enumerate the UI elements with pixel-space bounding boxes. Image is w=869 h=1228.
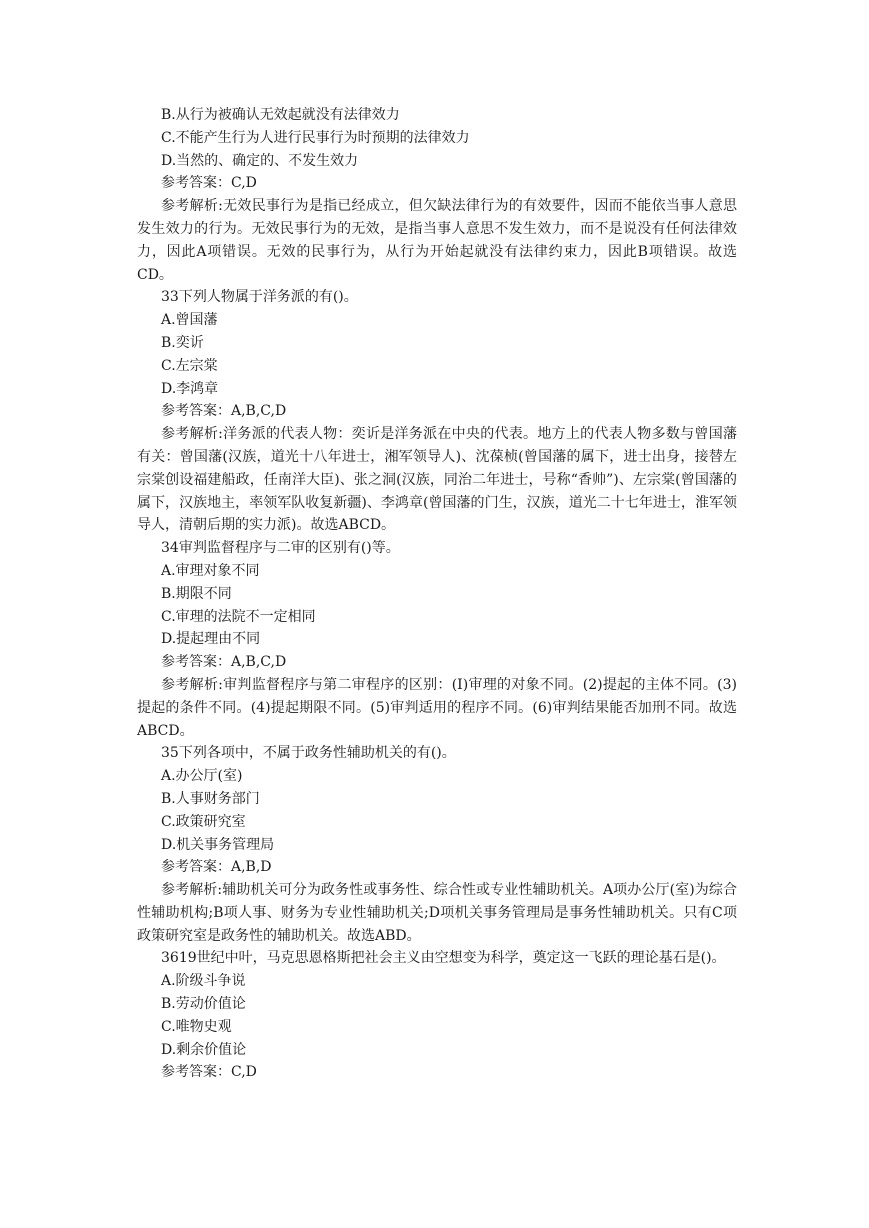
paragraph: 3619世纪中叶，马克思恩格斯把社会主义由空想变为科学，奠定这一飞跃的理论基石是()。: [161, 950, 726, 967]
document-body: [137, 104, 737, 1084]
text-line: 35下列各项中，不属于政务性辅助机关的有()。: [161, 745, 456, 762]
text-line: D.机关事务管理局: [161, 836, 275, 853]
text-line: 参考答案：A,B,C,D: [161, 654, 287, 671]
text-line: 参考答案：C,D: [161, 175, 257, 192]
text-line: D.剩余价值论: [161, 1041, 247, 1058]
text-line: C.左宗棠: [161, 357, 218, 374]
text-line: C.唯物史观: [161, 1018, 232, 1035]
text-line: C.审理的法院不一定相同: [161, 608, 316, 625]
text-line: D.李鸿章: [161, 380, 219, 397]
text-line: D.当然的、确定的、不发生效力: [161, 152, 359, 169]
text-line: 33下列人物属于洋务派的有()。: [161, 289, 358, 306]
text-line: C.不能产生行为人进行民事行为时预期的法律效力: [161, 129, 470, 146]
text-line: 参考答案：A,B,D: [161, 859, 272, 876]
text-line: A.曾国藩: [161, 312, 218, 329]
paragraph: 参考解析:无效民事行为是指已经成立，但欠缺法律行为的有效要件，因而不能依当事人意思发生效力的行为。无效民事行为的无效，是指当事人意思不发生效力，而不是说没有任何法律效力，因此A项错误。无效的民事行为，从行为开始起就没有法律约束力，因此B项错误。故选CD。: [137, 198, 737, 283]
text-line: A.阶级斗争说: [161, 973, 246, 990]
paragraph: 参考解析:审判监督程序与第二审程序的区别：(I)审理的对象不同。(2)提起的主体不同。(3)提起的条件不同。(4)提起期限不同。(5)审判适用的程序不同。(6)审判结果能否加刑不同。故选ABCD。: [137, 676, 737, 739]
paragraph: 参考解析:辅助机关可分为政务性或事务性、综合性或专业性辅助机关。A项办公厅(室)为综合性辅助机构;B项人事、财务为专业性辅助机关;D项机关事务管理局是事务性辅助机关。只有C项政策研究室是政务性的辅助机关。故选ABD。: [137, 882, 737, 944]
text-line: B.期限不同: [161, 585, 232, 602]
text-line: 34审判监督程序与二审的区别有()等。: [161, 540, 400, 557]
text-line: C.政策研究室: [161, 813, 246, 830]
text-line: B.从行为被确认无效起就没有法律效力: [161, 107, 400, 123]
text-line: A.审理对象不同: [161, 562, 260, 579]
text-line: D.提起理由不同: [161, 631, 261, 648]
text-line: B.奕䜣: [161, 334, 204, 351]
paragraph: 参考解析:洋务派的代表人物：奕䜣是洋务派在中央的代表。地方上的代表人物多数与曾国藩有关：曾国藩(汉族，道光十八年进士，湘军领导人)、沈葆桢(曾国藩的属下，进士出身，接替左宗棠创设福建船政，任南洋大臣)、张之洞(汉族，同治二年进士，号称“香帅”)、左宗棠(曾国藩的属下，汉族地主，率领军队收复新疆)、李鸿章(曾国藩的门生，汉族，道光二十七年进士，淮军领导人，清朝后期的实力派)。故选ABCD。: [137, 426, 737, 534]
text-line: A.办公厅(室): [161, 768, 243, 785]
text-line: B.人事财务部门: [161, 790, 260, 807]
text-line: 参考答案：A,B,C,D: [161, 403, 287, 420]
text-line: 参考答案：C,D: [161, 1064, 257, 1081]
text-line: B.劳动价值论: [161, 996, 246, 1013]
